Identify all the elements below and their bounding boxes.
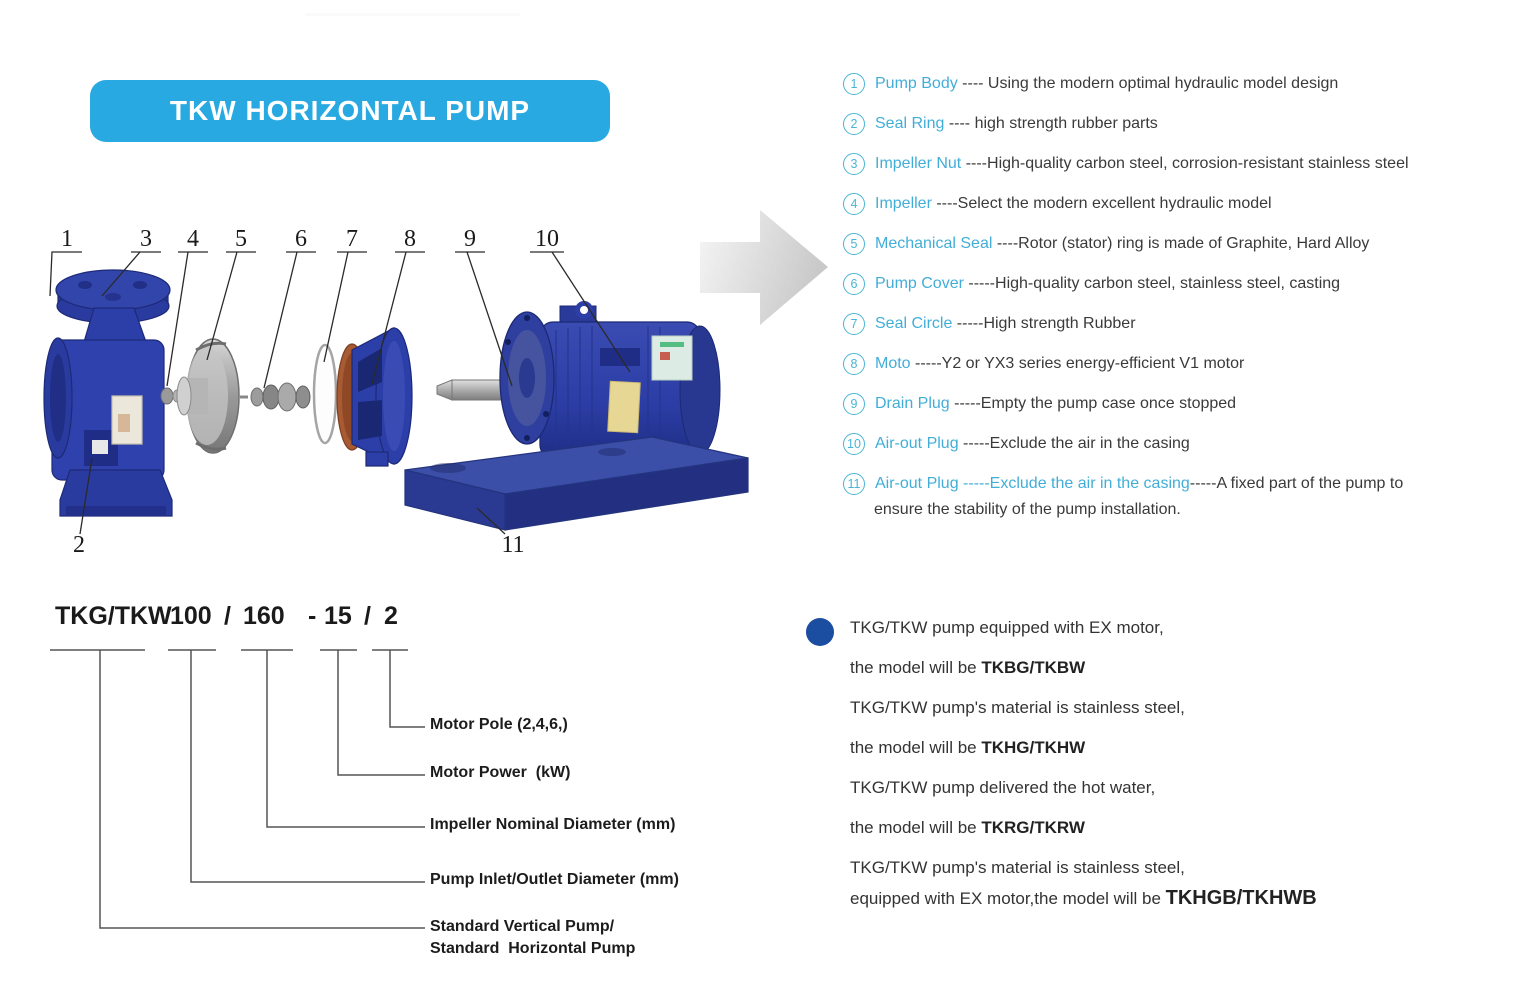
note-segment: the model will be (850, 818, 982, 837)
title-banner (90, 80, 610, 142)
pump-body (44, 270, 172, 516)
part-name: Impeller (875, 195, 932, 212)
part-desc: ----Select the modern excellent hydraulic model (931, 195, 1272, 212)
note-segment: TKG/TKW (850, 618, 928, 637)
callout-5: 5 (235, 226, 247, 252)
model-variant-notes (850, 616, 1450, 927)
part-desc: -----Exclude the air in the casing (958, 435, 1190, 452)
part-list-item-8 (843, 352, 1511, 376)
model-label-4: Standard Vertical Pump/ (430, 918, 615, 935)
note-line-6 (850, 816, 1450, 840)
motor-base (405, 437, 748, 530)
note-line-3 (850, 696, 1450, 720)
part-list-item-1 (843, 72, 1511, 96)
part-desc: ----Rotor (stator) ring is made of Graphite, Hard Alloy (992, 235, 1370, 252)
decorative-line (305, 13, 520, 16)
callout-6: 6 (295, 226, 307, 252)
callout-7: 7 (346, 226, 358, 252)
model-label-2: Impeller Nominal Diameter (mm) (430, 816, 676, 833)
part-desc: -----High-quality carbon steel, stainless steel, casting (963, 275, 1341, 292)
part-name: Drain Plug (875, 395, 950, 412)
part-name: Moto (875, 355, 911, 372)
part-number-badge: 5 (843, 233, 865, 255)
part-name: Pump Cover (875, 275, 964, 292)
part-list-item-3 (843, 152, 1511, 176)
callout-8: 8 (404, 226, 416, 252)
callout-2: 2 (73, 532, 85, 558)
model-token-3: 160 (243, 602, 285, 630)
part-name: Mechanical Seal (875, 235, 993, 252)
part-list-item-11 (843, 472, 1511, 496)
bullet-icon (806, 618, 834, 646)
part-list-item-9 (843, 392, 1511, 416)
note-segment: pump equipped with EX motor, (927, 618, 1164, 637)
callout-10: 10 (535, 226, 559, 252)
part-name: Seal Ring (875, 115, 945, 132)
model-label-0: Motor Pole (2,4,6,) (430, 716, 568, 733)
part-name: Seal Circle (875, 315, 953, 332)
note-line-1 (850, 616, 1450, 640)
part-list-item-6 (843, 272, 1511, 296)
part-desc: ---- Using the modern optimal hydraulic model design (957, 75, 1339, 92)
note-line-5 (850, 776, 1450, 800)
model-token-5: 15 (324, 602, 352, 630)
top-flange (56, 270, 170, 310)
part-number-badge: 6 (843, 273, 865, 295)
model-token-4: - (308, 602, 317, 630)
part-desc-highlight: -----Exclude the air in the casing (958, 475, 1190, 492)
callout-1: 1 (61, 226, 73, 252)
part-list-item-5 (843, 232, 1511, 256)
model-token-1: 100 (170, 602, 212, 630)
part-name: Air-out Plug (875, 435, 959, 452)
note-segment: TKHG/TKHW (981, 738, 1086, 757)
part-list-item-7 (843, 312, 1511, 336)
part-name: Pump Body (875, 75, 958, 92)
model-token-0: TKG/TKW (55, 602, 172, 630)
callout-3: 3 (140, 226, 152, 252)
callout-9: 9 (464, 226, 476, 252)
note-line-2 (850, 656, 1450, 680)
callout-11: 11 (501, 532, 525, 558)
note-line-7 (850, 856, 1450, 880)
note-line-4 (850, 736, 1450, 760)
note-segment: the model will be (850, 658, 982, 677)
note-segment: TKG/TKW (850, 858, 928, 877)
note-segment: equipped with EX motor,the model will be (850, 889, 1166, 908)
note-segment: TKG/TKW (850, 698, 928, 717)
part-desc: -----High strength Rubber (952, 315, 1136, 332)
note-segment: TKBG/TKBW (981, 658, 1086, 677)
part-list-item-10 (843, 432, 1511, 456)
part-number-badge: 2 (843, 113, 865, 135)
note-segment: TKG/TKW (850, 778, 928, 797)
pump-cover (337, 328, 412, 466)
note-segment: the model will be (850, 738, 982, 757)
part-number-badge: 11 (843, 473, 865, 495)
part-list-item-4 (843, 192, 1511, 216)
model-token-7: 2 (384, 602, 398, 630)
pump-exploded-diagram (25, 200, 835, 570)
part-number-badge: 7 (843, 313, 865, 335)
part-number-badge: 3 (843, 153, 865, 175)
part-desc: ---- high strength rubber parts (944, 115, 1158, 132)
model-label-5: Standard Horizontal Pump (430, 940, 636, 957)
model-token-2: / (224, 602, 231, 630)
note-segment: TKHGB/TKHWB (1165, 887, 1317, 909)
part-desc: -----A fixed part of the pump to (1189, 475, 1404, 492)
note-segment: pump's material is stainless steel, (927, 698, 1185, 717)
mechanical-seal-parts (251, 383, 310, 411)
part-list-item-2 (843, 112, 1511, 136)
transition-arrow-icon (700, 210, 828, 325)
part-number-badge: 9 (843, 393, 865, 415)
note-line-8 (850, 886, 1450, 911)
part-number-badge: 4 (843, 193, 865, 215)
model-label-3: Pump Inlet/Outlet Diameter (mm) (430, 871, 679, 888)
part-number-badge: 10 (843, 433, 865, 455)
part-desc-continued: ensure the stability of the pump installation. (874, 501, 1181, 518)
part-desc: -----Empty the pump case once stopped (949, 395, 1237, 412)
part-number-badge: 1 (843, 73, 865, 95)
part-name: Air-out Plug (875, 475, 959, 492)
model-breakdown-lines (40, 638, 440, 968)
model-token-6: / (364, 602, 371, 630)
part-name: Impeller Nut (875, 155, 962, 172)
part-number-badge: 8 (843, 353, 865, 375)
model-label-1: Motor Power (kW) (430, 764, 571, 781)
note-segment: pump's material is stainless steel, (927, 858, 1185, 877)
part-desc: -----Y2 or YX3 series energy-efficient V1 motor (910, 355, 1245, 372)
part-desc: ----High-quality carbon steel, corrosion-resistant stainless steel (961, 155, 1409, 172)
page-title: TKW HORIZONTAL PUMP (169, 95, 531, 126)
parts-list (843, 72, 1511, 520)
note-segment: TKRG/TKRW (981, 818, 1085, 837)
note-segment: pump delivered the hot water, (927, 778, 1156, 797)
callout-4: 4 (187, 226, 199, 252)
yellow-label (608, 381, 641, 433)
